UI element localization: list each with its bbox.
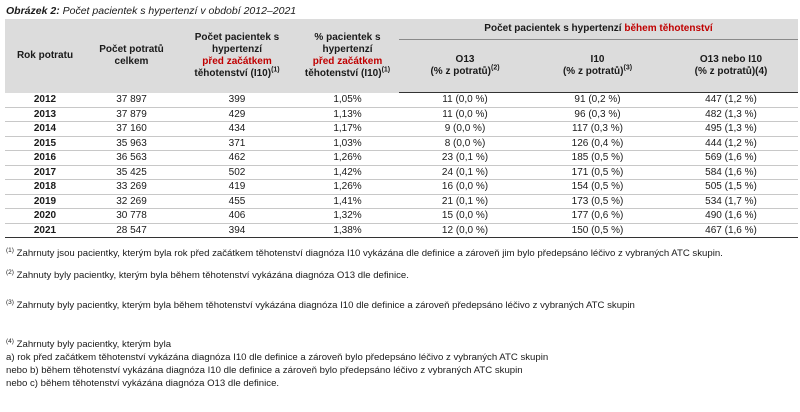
cell-i10: 91 (0,2 %)	[531, 93, 664, 108]
cell-count: 371	[178, 136, 296, 151]
cell-year: 2019	[5, 194, 85, 209]
table-row	[5, 209, 798, 224]
table-row	[5, 107, 798, 122]
caption-prefix: Obrázek 2:	[6, 5, 60, 17]
cell-i10: 171 (0,5 %)	[531, 165, 664, 180]
header-o13-or-i10: O13 nebo I10 (% z potratů)(4)	[664, 40, 798, 93]
cell-o13: 8 (0,0 %)	[399, 136, 531, 151]
cell-count: 399	[178, 93, 296, 108]
table-row	[5, 180, 798, 195]
figure-caption	[6, 5, 296, 17]
cell-o13: 24 (0,1 %)	[399, 165, 531, 180]
cell-pct: 1,41%	[296, 194, 399, 209]
cell-o13-or-i10: 482 (1,3 %)	[664, 107, 798, 122]
cell-o13: 16 (0,0 %)	[399, 180, 531, 195]
cell-pct: 1,13%	[296, 107, 399, 122]
table-row	[5, 223, 798, 238]
footnote-4-line-b: nebo b) během těhotenství vykázána diagnóza I10 dle definice a zároveň bylo předepsáno léčivo z vybraných ATC skupin	[6, 365, 523, 376]
cell-o13: 9 (0,0 %)	[399, 122, 531, 137]
cell-i10: 177 (0,6 %)	[531, 209, 664, 224]
header-count-before-pregnancy: Počet pacientek s hypertenzí před začátkem těhotenství $(I10)^{(1)}$	[178, 19, 296, 93]
cell-o13-or-i10: 505 (1,5 %)	[664, 180, 798, 195]
footnote-1: $^{(1)}$ Zahrnuty jsou pacientky, kterým byla rok před začátkem těhotenství diagnóza I10 vykázána dle definice a zároveň jim bylo předepsáno léčivo z vybraných ATC skupin.	[6, 246, 723, 259]
table-row	[5, 194, 798, 209]
hypertension-table	[5, 19, 798, 238]
cell-pct: 1,42%	[296, 165, 399, 180]
cell-total: 37 879	[85, 107, 178, 122]
cell-i10: 185 (0,5 %)	[531, 151, 664, 166]
footnote-4-line-c: nebo c) během těhotenství vykázána diagnóza O13 dle definice.	[6, 378, 280, 389]
cell-year: 2021	[5, 223, 85, 238]
cell-year: 2013	[5, 107, 85, 122]
cell-total: 33 269	[85, 180, 178, 195]
cell-count: 406	[178, 209, 296, 224]
table-row	[5, 136, 798, 151]
table-row	[5, 165, 798, 180]
header-i10: I10 (% z potratů)$^{(3)}$	[531, 40, 664, 93]
cell-count: 434	[178, 122, 296, 137]
cell-pct: 1,26%	[296, 151, 399, 166]
table-body	[5, 93, 798, 238]
cell-i10: 173 (0,5 %)	[531, 194, 664, 209]
cell-o13: 11 (0,0 %)	[399, 93, 531, 108]
cell-pct: 1,17%	[296, 122, 399, 137]
table-row	[5, 122, 798, 137]
cell-i10: 126 (0,4 %)	[531, 136, 664, 151]
cell-total: 35 963	[85, 136, 178, 151]
cell-count: 502	[178, 165, 296, 180]
footnote-3: $^{(3)}$ Zahrnuty byly pacientky, kterým byla během těhotenství vykázána diagnóza I10 dle definice a zároveň předepsáno léčivo z vybraných ATC skupin	[6, 298, 635, 311]
footnotes	[6, 247, 796, 390]
cell-i10: 150 (0,5 %)	[531, 223, 664, 238]
cell-o13: 23 (0,1 %)	[399, 151, 531, 166]
cell-count: 455	[178, 194, 296, 209]
cell-year: 2017	[5, 165, 85, 180]
cell-year: 2018	[5, 180, 85, 195]
header-group-during-pregnancy: Počet pacientek s hypertenzí během těhotenství	[399, 19, 798, 40]
cell-o13-or-i10: 584 (1,6 %)	[664, 165, 798, 180]
cell-pct: 1,32%	[296, 209, 399, 224]
cell-pct: 1,03%	[296, 136, 399, 151]
cell-pct: 1,38%	[296, 223, 399, 238]
cell-pct: 1,05%	[296, 93, 399, 108]
header-pct-before-pregnancy: % pacientek s hypertenzí před začátkem těhotenství $(I10)^{(1)}$	[296, 19, 399, 93]
cell-o13-or-i10: 490 (1,6 %)	[664, 209, 798, 224]
footnote-4: $^{(4)}$ Zahrnuty byly pacientky, kterým byla a) rok před začátkem těhotenství vykázána diagnóza I10 dle definice a zároveň bylo předepsáno léčivo z vybraných ATC skupin nebo b) během těhotenství vykázána diagnóza I10 dle definice a zároveň bylo předepsáno léčivo z vybraných ATC skupin nebo c) během těhotenství vykázána diagnóza O13 dle definice.	[6, 338, 796, 390]
cell-total: 32 269	[85, 194, 178, 209]
header-o13: O13 (% z potratů)$^{(2)}$	[399, 40, 531, 93]
cell-count: 462	[178, 151, 296, 166]
cell-o13: 11 (0,0 %)	[399, 107, 531, 122]
cell-o13-or-i10: 444 (1,2 %)	[664, 136, 798, 151]
cell-total: 30 778	[85, 209, 178, 224]
footnote-4-line-a: a) rok před začátkem těhotenství vykázána diagnóza I10 dle definice a zároveň bylo předepsáno léčivo z vybraných ATC skupin	[6, 352, 549, 363]
cell-o13: 12 (0,0 %)	[399, 223, 531, 238]
header-total: Počet potratů celkem	[85, 19, 178, 93]
table-row	[5, 151, 798, 166]
cell-count: 429	[178, 107, 296, 122]
cell-year: 2016	[5, 151, 85, 166]
cell-count: 394	[178, 223, 296, 238]
cell-o13-or-i10: 569 (1,6 %)	[664, 151, 798, 166]
header-year: Rok potratu	[5, 19, 85, 93]
cell-year: 2014	[5, 122, 85, 137]
cell-o13-or-i10: 534 (1,7 %)	[664, 194, 798, 209]
cell-year: 2015	[5, 136, 85, 151]
cell-total: 35 425	[85, 165, 178, 180]
cell-total: 37 160	[85, 122, 178, 137]
table-row	[5, 93, 798, 108]
cell-year: 2012	[5, 93, 85, 108]
cell-i10: 117 (0,3 %)	[531, 122, 664, 137]
cell-o13: 21 (0,1 %)	[399, 194, 531, 209]
cell-count: 419	[178, 180, 296, 195]
caption-title: Počet pacientek s hypertenzí v období 2012–2021	[62, 5, 297, 17]
cell-total: 36 563	[85, 151, 178, 166]
cell-total: 28 547	[85, 223, 178, 238]
cell-i10: 96 (0,3 %)	[531, 107, 664, 122]
cell-o13-or-i10: 447 (1,2 %)	[664, 93, 798, 108]
footnote-2: $^{(2)}$ Zahnuty byly pacientky, kterým byla během těhotenství vykázána diagnóza O13 dle definice.	[6, 268, 409, 281]
cell-total: 37 897	[85, 93, 178, 108]
cell-o13-or-i10: 467 (1,6 %)	[664, 223, 798, 238]
cell-year: 2020	[5, 209, 85, 224]
cell-pct: 1,26%	[296, 180, 399, 195]
cell-o13: 15 (0,0 %)	[399, 209, 531, 224]
cell-o13-or-i10: 495 (1,3 %)	[664, 122, 798, 137]
cell-i10: 154 (0,5 %)	[531, 180, 664, 195]
